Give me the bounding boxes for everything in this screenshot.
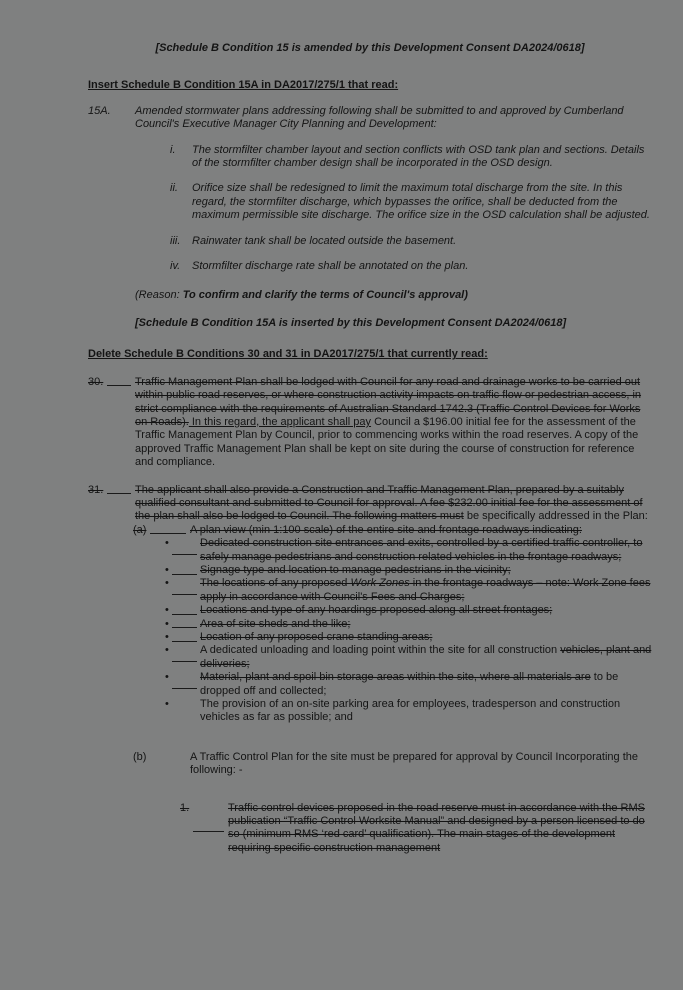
strike-leader-line	[193, 831, 224, 832]
list-item-b-text: A Traffic Control Plan for the site must be prepared for approval by Council Incorporating the following: -	[190, 750, 638, 777]
subitem-i	[170, 144, 652, 171]
bullet-item	[165, 604, 652, 617]
condition-15a-intro: Amended stormwater plans addressing following shall be submitted to and approved by Cumberland Council's Executive Manager City Planning and Development:	[135, 104, 624, 131]
subitem-ii-text: Orifice size shall be redesigned to limit the maximum total discharge from the site. In this regard, the stormfilter discharge, which bypasses the orifice, shall be deducted from the maximum permissible site discharge. The orifice size in the OSD calculation shall be adjusted.	[192, 182, 650, 222]
tcp-item-1	[180, 802, 652, 856]
subitem-iv	[170, 260, 652, 273]
list-item-a-text: A plan view (min 1:100 scale) of the entire site and frontage roadways indicating:	[190, 523, 582, 536]
bullet-marker-cell	[165, 618, 200, 631]
bullet-marker-cell	[165, 644, 200, 671]
insertion-note-bottom: [Schedule B Condition 15A is inserted by this Development Consent DA2024/0618]	[135, 316, 567, 329]
subitem-iv-text: Stormfilter discharge rate shall be annotated on the plan.	[192, 260, 469, 273]
condition-31-number-label: 31.	[88, 483, 104, 496]
bullet-text: Locations and type of any hoardings proposed along all street frontages;	[200, 604, 553, 617]
bullet-item	[165, 537, 652, 564]
strike-leader-line	[172, 554, 197, 555]
bullet-marker-cell	[165, 537, 200, 564]
bullet-marker-cell	[165, 564, 200, 577]
condition-15a-number	[88, 105, 135, 118]
condition-31	[88, 484, 652, 524]
bullet-item	[165, 577, 652, 604]
bullet-marker-cell	[165, 631, 200, 644]
strike-leader-line	[172, 594, 197, 595]
condition-30-number-label: 30.	[88, 375, 104, 388]
condition-30-number	[88, 376, 135, 389]
bullet-icon: •	[165, 671, 169, 684]
strike-leader-line	[172, 574, 197, 575]
bullet-icon: •	[165, 577, 169, 590]
bullet-text: Location of any proposed crane standing areas;	[200, 631, 433, 643]
bullet-text: Signage type and location to manage pedestrians in the vicinity;	[200, 563, 511, 576]
bullet-icon: •	[165, 631, 169, 643]
bullet-marker-cell	[165, 577, 200, 604]
bullet-text: Dedicated construction site entrances and exits, controlled by a certified traffic controller, to safely manage pedestrians and construction related vehicles in the frontage roadways;	[200, 537, 643, 563]
list-item-a-label-cell	[133, 524, 190, 537]
list-item-b-label-cell	[133, 751, 190, 778]
subitem-ii-label: ii.	[170, 182, 178, 195]
condition-31-number	[88, 484, 135, 497]
document-content	[88, 42, 652, 855]
condition-15a	[88, 105, 652, 132]
bullet-item	[165, 631, 652, 644]
condition-31-intro: The applicant shall also provide a Construction and Traffic Management Plan, prepared by a suitably qualified consultant and submitted to Council for approval. A fee $232.00 initial fee for the assessment of the plan shall also be lodged to Council. The following matters must be specifically addressed in the Plan:	[135, 483, 648, 523]
bullet-icon: •	[165, 563, 169, 576]
condition-number-label: 15A.	[88, 104, 111, 117]
subitem-iii-label: iii.	[170, 234, 181, 247]
bullet-text: Material, plant and spoil bin storage areas within the site, where all materials are to be dropped off and collected;	[200, 671, 619, 697]
strike-leader-line	[172, 661, 197, 662]
subitem-iii-text: Rainwater tank shall be located outside the basement.	[192, 234, 457, 247]
strike-leader-line	[107, 493, 131, 494]
subitem-ii	[170, 182, 652, 222]
strike-leader-line	[150, 533, 186, 534]
delete-heading: Delete Schedule B Conditions 30 and 31 in DA2017/275/1 that currently read:	[88, 348, 488, 361]
tcp-item-1-label: 1.	[180, 801, 190, 814]
list-item-a-label: (a)	[133, 523, 147, 536]
amendment-note-top: [Schedule B Condition 15 is amended by this Development Consent DA2024/0618]	[155, 42, 585, 54]
bullet-icon: •	[165, 644, 169, 657]
subitem-iii	[170, 235, 652, 248]
insert-heading: Insert Schedule B Condition 15A in DA2017/275/1 that read:	[88, 79, 399, 92]
subitem-iv-label: iv.	[170, 260, 181, 273]
subitem-i-label: i.	[170, 143, 176, 156]
bullet-text: The provision of an on-site parking area for employees, tradesperson and construction vehicles as far as possible; and	[200, 698, 621, 724]
tcp-item-1-text: Traffic control devices proposed in the road reserve must in accordance with the RMS publication “Traffic Control Worksite Manual” and designed by a person licensed to do so (minimum RMS ‘red card’ qualification). The main stages of the development requiring specific construction management	[228, 801, 645, 854]
bullet-marker-cell	[165, 671, 200, 698]
bullet-icon: •	[165, 698, 169, 711]
subitem-i-text: The stormfilter chamber layout and section conflicts with OSD tank plan and sections. Details of the stormfilter chamber design shall be incorporated in the OSD design.	[192, 143, 645, 170]
bullet-marker-cell	[165, 604, 200, 617]
strike-leader-line	[172, 627, 197, 628]
bullet-item	[165, 618, 652, 631]
bullet-icon: •	[165, 604, 169, 617]
bullet-marker-cell	[165, 698, 200, 725]
bullet-item	[165, 644, 652, 671]
bullet-text: The locations of any proposed Work Zones in the frontage roadways – note: Work Zone fees apply in accordance with Council's Fees and Charges;	[200, 577, 651, 603]
bullet-icon: •	[165, 617, 169, 630]
list-item-b-label: (b)	[133, 750, 147, 763]
bullet-icon: •	[165, 537, 169, 550]
strike-leader-line	[107, 385, 131, 386]
condition-30-text: Traffic Management Plan shall be lodged with Council for any road and drainage works to be carried out within public road reserves, or where construction activity impacts on traffic flow or pedestrian access, in strict compliance with the requirements of Australian Standard 1742.3 (Traffic Control Devices for Works on Roads). In this regard, the applicant shall pay Council a $196.00 initial fee for the assessment of the Traffic Management Plan by Council, prior to commencing works within the road reserves. A copy of the approved Traffic Management Plan shall be kept on site during the course of construction for reference and compliance.	[135, 375, 642, 469]
tcp-item-1-label-cell	[180, 802, 228, 856]
bullet-item	[165, 564, 652, 577]
bullet-text: A dedicated unloading and loading point within the site for all construction vehicles, plant and deliveries;	[200, 644, 652, 670]
list-item-b	[133, 751, 652, 778]
list-item-a	[133, 524, 652, 537]
bullet-item	[165, 698, 652, 725]
bullet-item	[165, 671, 652, 698]
condition-30	[88, 376, 652, 470]
strike-leader-line	[172, 614, 197, 615]
reason-note: (Reason: To confirm and clarify the terms of Council's approval)	[135, 289, 468, 302]
strike-leader-line	[172, 641, 197, 642]
bullet-text: Area of site sheds and the like;	[200, 617, 351, 630]
strike-leader-line	[172, 688, 197, 689]
